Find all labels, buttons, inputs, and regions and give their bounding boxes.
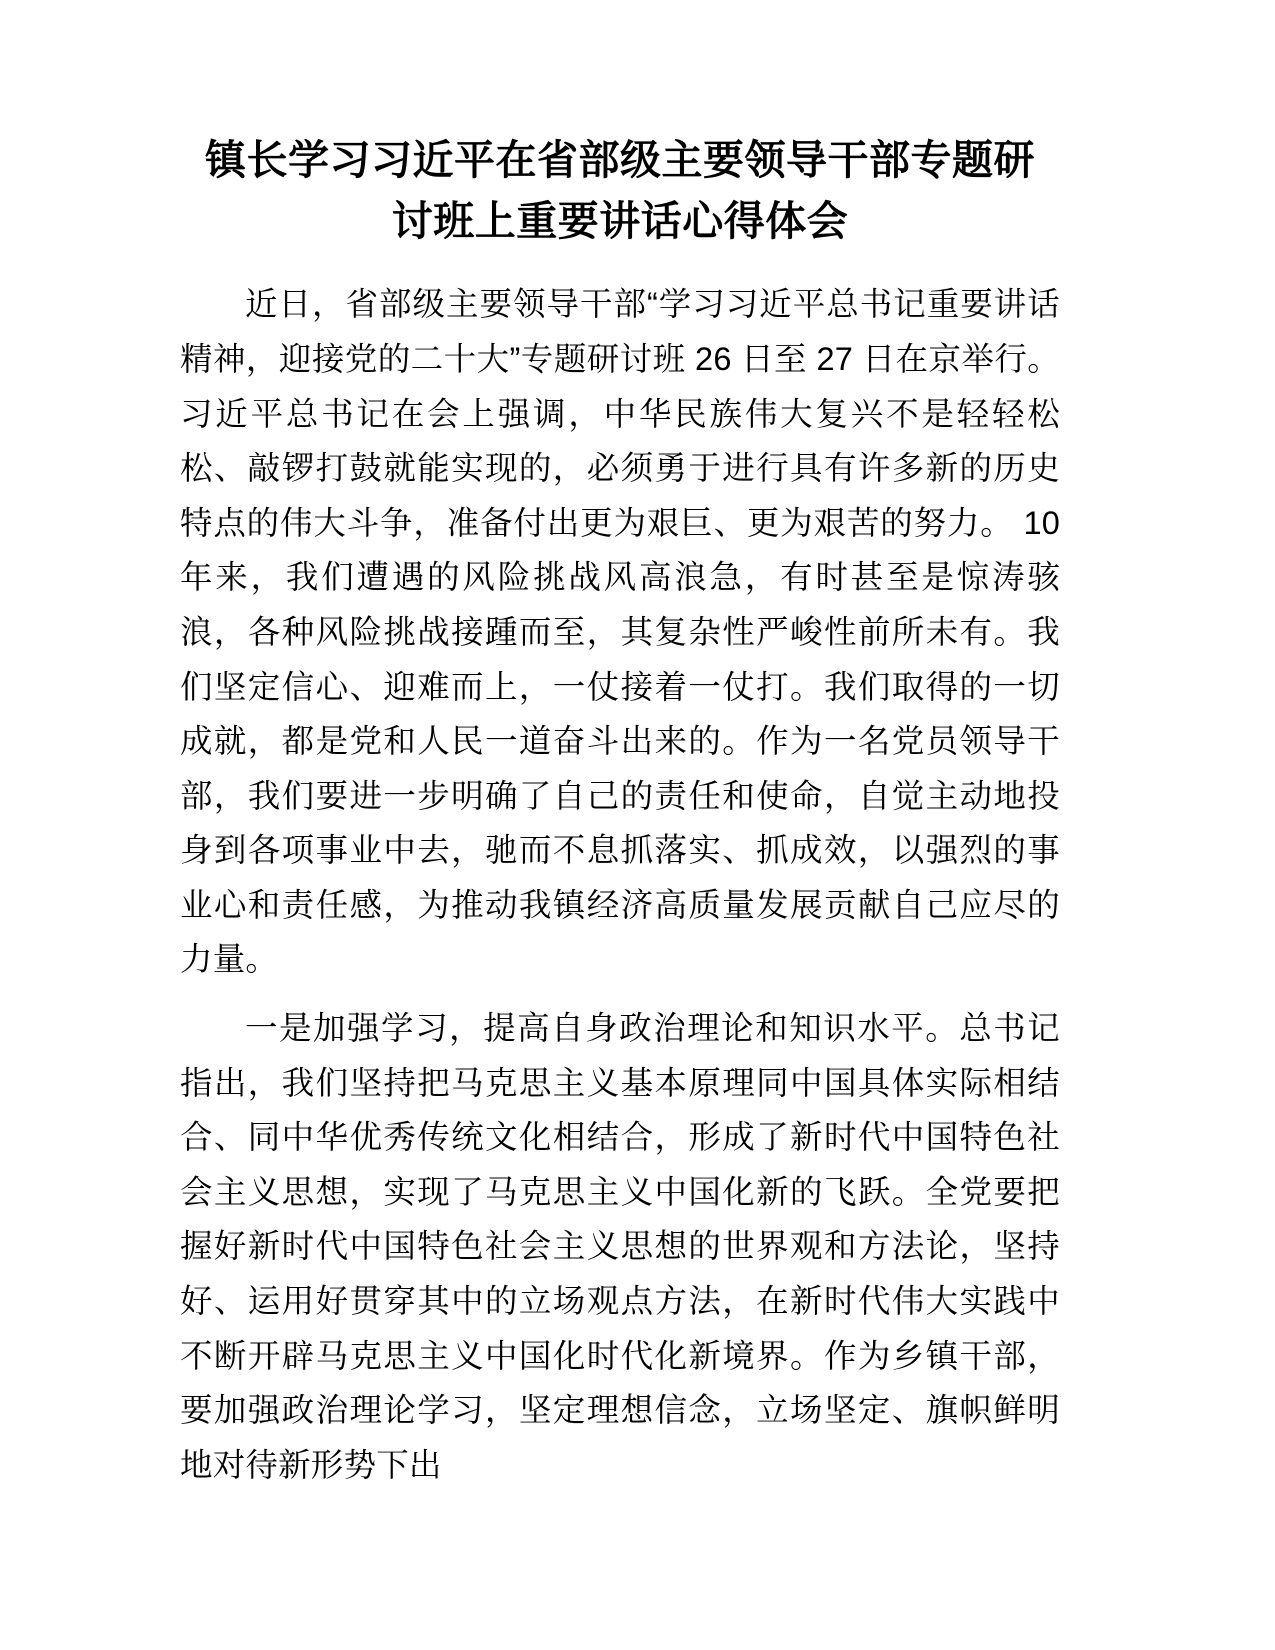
paragraph-1: 近日，省部级主要领导干部“学习习近平总书记重要讲话精神，迎接党的二十大”专题研讨班 26 日至 27 日在京举行。习近平总书记在会上强调，中华民族伟大复兴不是轻轻松松、敲锣打鼓就能实现的，必须勇于进行具有许多新的历史特点的伟大斗争，准备付出更为艰巨、更为艰苦的努力。 10 年来，我们遭遇的风险挑战风高浪急，有时甚至是惊涛骇浪，各种风险挑战接踵而至，其复杂性严峻性前所未有。我们坚定信心、迎难而上，一仗接着一仗打。我们取得的一切成就，都是党和人民一道奋斗出来的。作为一名党员领导干部，我们要进一步明确了自己的责任和使命，自觉主动地投身到各项事业中去，驰而不息抓落实、抓成效，以强烈的事业心和责任感，为推动我镇经济高质量发展贡献自己应尽的力量。 <box>180 286 1060 978</box>
page-title: 镇长学习习近平在省部级主要领导干部专题研讨班上重要讲话心得体会 <box>205 137 1035 244</box>
paragraph-2: 一是加强学习，提高自身政治理论和知识水平。总书记指出，我们坚持把马克思主义基本原理同中国具体实际相结合、同中华优秀传统文化相结合，形成了新时代中国特色社会主义思想，实现了马克思主义中国化新的飞跃。全党要把握好新时代中国特色社会主义思想的世界观和方法论，坚持好、运用好贯穿其中的立场观点方法，在新时代伟大实践中不断开辟马克思主义中国化时代化新境界。作为乡镇干部，要加强政治理论学习，坚定理想信念，立场坚定、旗帜鲜明地对待新形势下出 <box>180 1010 1060 1483</box>
document-content <box>180 130 1060 1492</box>
